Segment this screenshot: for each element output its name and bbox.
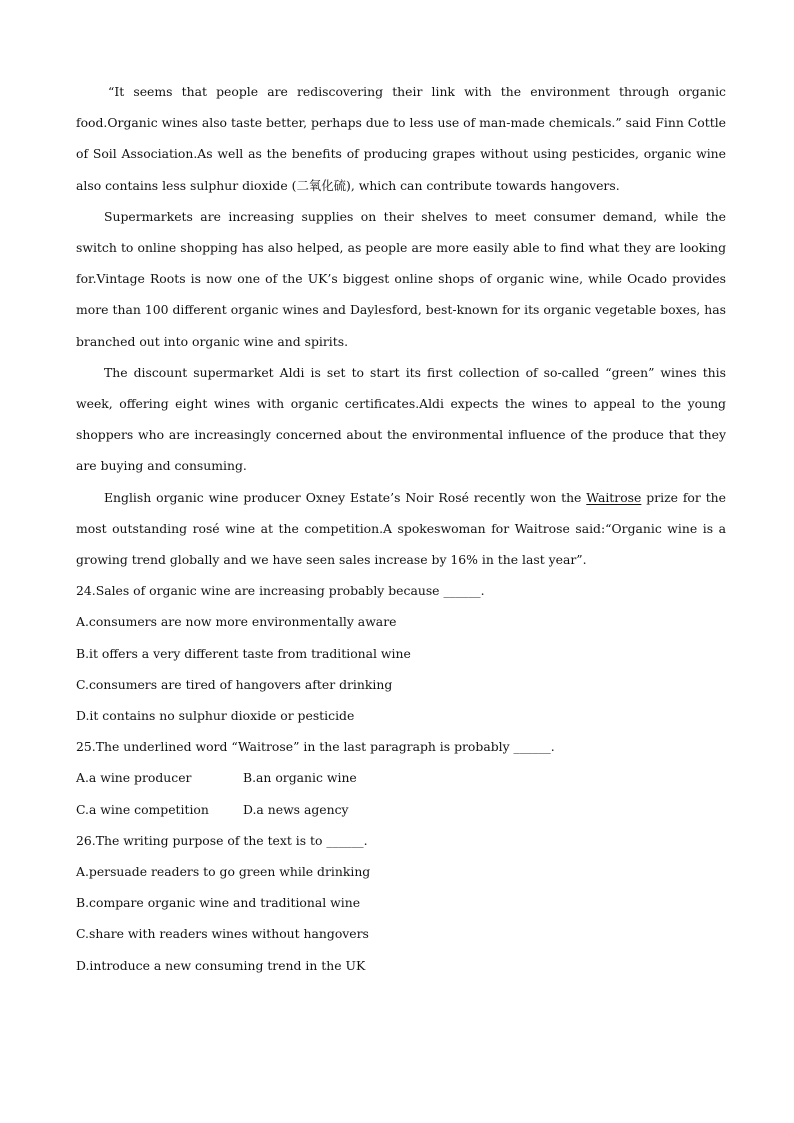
paragraph-4-text-after: prize for the most outstanding rosé wine at the competition.A spokeswoman for Waitrose said:“Organic wine is a growing trend globally and we have seen sales increase by 16% in the last year”. [76, 489, 726, 568]
question-24-stem: 24.Sales of organic wine are increasing probably because ______. [76, 583, 485, 599]
question-26-option-a: A.persuade readers to go green while drinking [76, 864, 371, 880]
question-25-option-b: B.an organic wine [243, 770, 357, 786]
document-content [76, 76, 726, 981]
question-26-option-c: C.share with readers wines without hangovers [76, 926, 369, 942]
question-25-option-a: A.a wine producer [76, 770, 192, 786]
question-25-options-row-2 [76, 794, 726, 825]
passage-paragraph-4 [76, 482, 726, 576]
question-25-stem: 25.The underlined word “Waitrose” in the last paragraph is probably ______. [76, 739, 555, 755]
question-24-option-d: D.it contains no sulphur dioxide or pesticide [76, 708, 355, 724]
paragraph-4-text-before: English organic wine producer Oxney Estate’s Noir Rosé recently won the [104, 489, 587, 505]
question-25-options-row-1 [76, 762, 726, 793]
passage-paragraph-3: The discount supermarket Aldi is set to start its first collection of so-called “green” wines this week, offering eight wines with organic certificates.Aldi expects the wines to appeal to the young shoppers who are increasingly concerned about the environmental influence of the produce that they are buying and consuming. [76, 364, 726, 474]
passage-paragraph-2: Supermarkets are increasing supplies on their shelves to meet consumer demand, while the switch to online shopping has also helped, as people are more easily able to find what they are looking for.Vintage Roots is now one of the UK’s biggest online shops of organic wine, while Ocado provides more than 100 different organic wines and Daylesford, best-known for its organic vegetable boxes, has branched out into organic wine and spirits. [76, 208, 726, 349]
passage-paragraph-1: “It seems that people are rediscovering their link with the environment through organic food.Organic wines also taste better, perhaps due to less use of man-made chemicals.” said Finn Cottle of Soil Association.As well as the benefits of producing grapes without using pesticides, organic wine also contains less sulphur dioxide (二氧化硫), which can contribute towards hangovers. [76, 84, 726, 193]
underlined-word-waitrose: Waitrose [586, 489, 642, 505]
question-26-stem: 26.The writing purpose of the text is to ______. [76, 832, 368, 848]
question-24-option-a: A.consumers are now more environmentally aware [76, 614, 397, 630]
question-24-option-c: C.consumers are tired of hangovers after drinking [76, 676, 393, 692]
question-24-option-b: B.it offers a very different taste from traditional wine [76, 645, 411, 661]
question-25-option-c: C.a wine competition [76, 801, 209, 817]
question-26-option-b: B.compare organic wine and traditional wine [76, 895, 361, 911]
question-25-option-d: D.a news agency [243, 801, 349, 817]
question-26-option-d: D.introduce a new consuming trend in the UK [76, 957, 366, 973]
